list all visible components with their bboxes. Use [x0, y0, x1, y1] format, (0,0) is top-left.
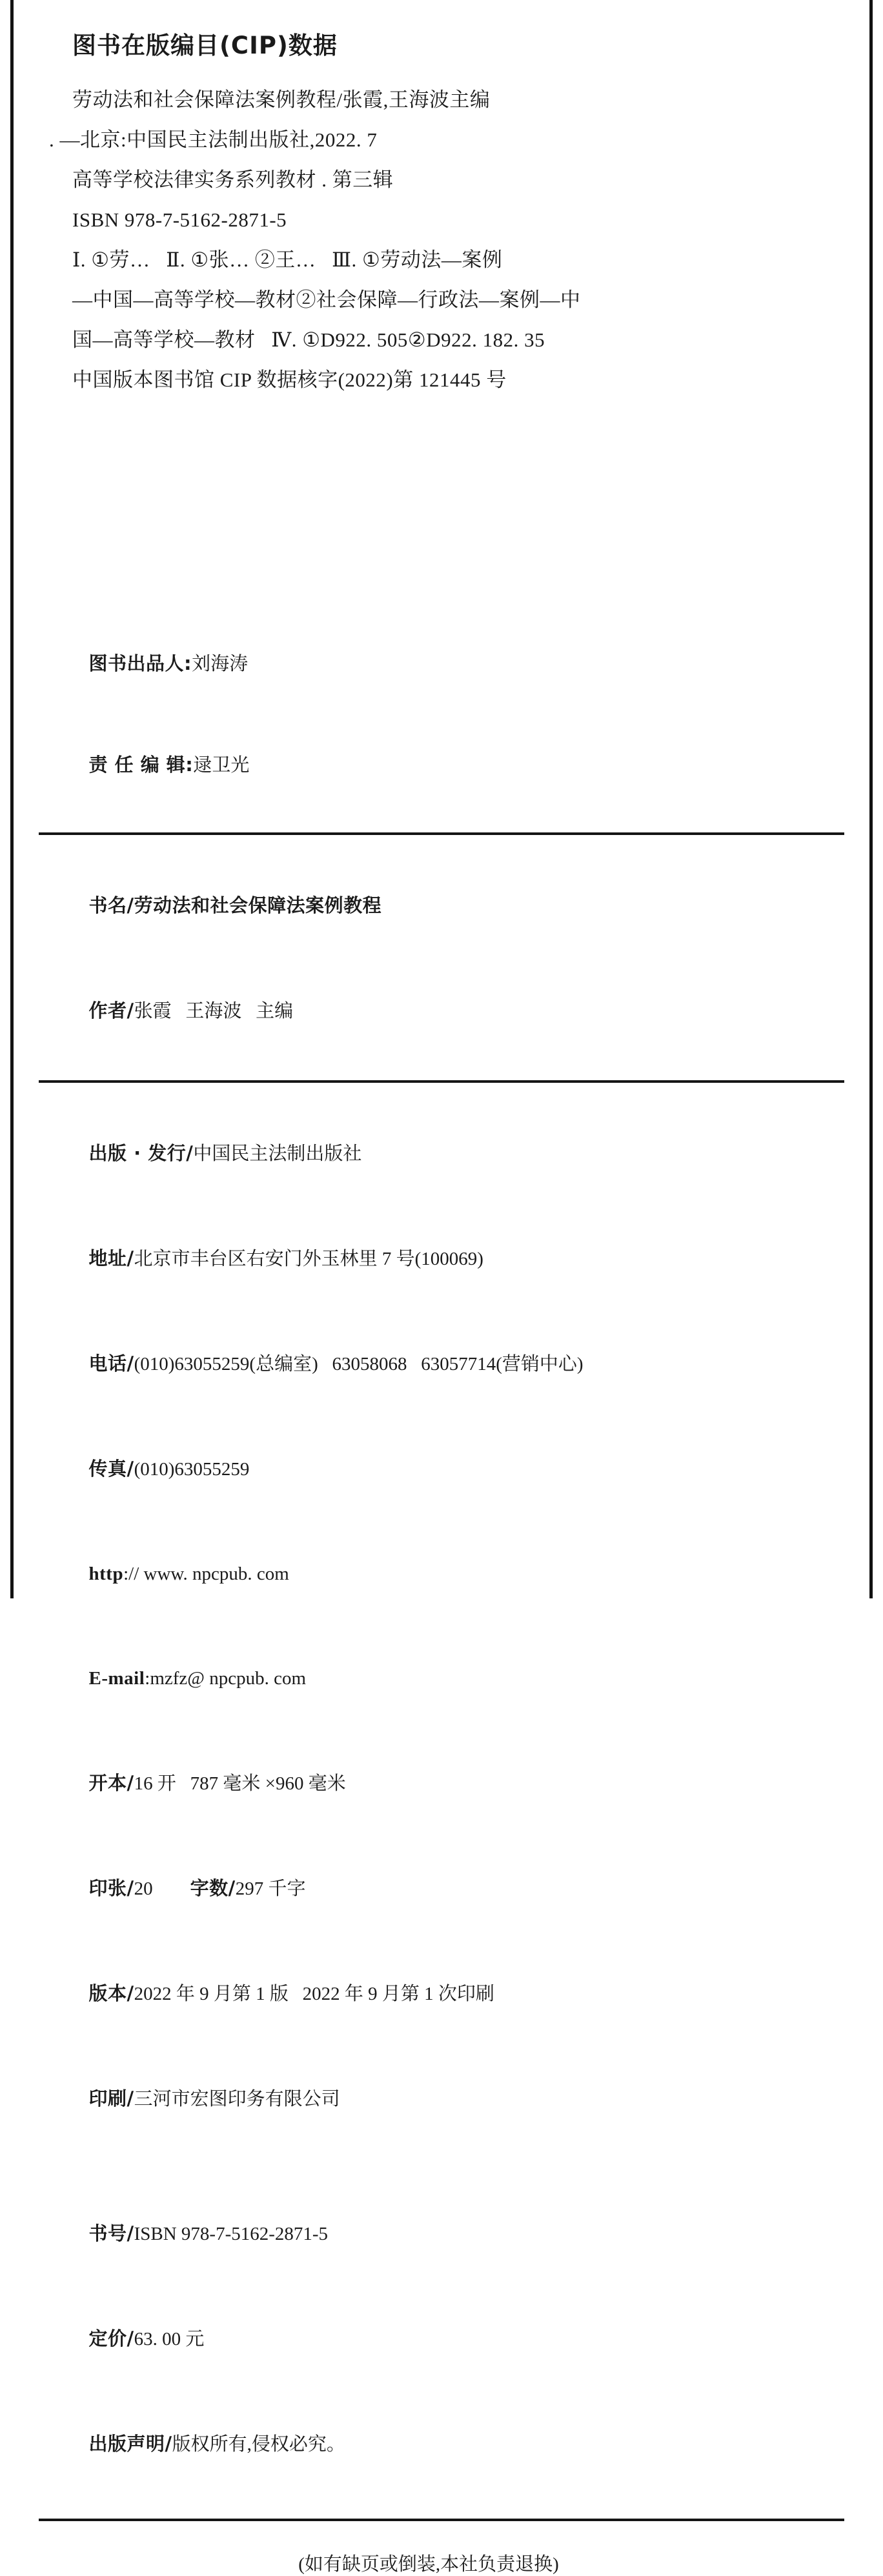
price-row — [61, 2286, 844, 2391]
book-number-value: ISBN 978-7-5162-2871-5 — [134, 2224, 329, 2244]
producer-separator: : — [184, 652, 192, 674]
book-author-value: 张霞 王海波 主编 — [134, 1001, 294, 1021]
copyright-statement-value: 版权所有,侵权必究。 — [172, 2434, 345, 2455]
book-title-separator: / — [127, 894, 134, 916]
price-label: 定价 — [88, 2328, 127, 2350]
cip-line-publisher: . —北京:中国民主法制出版社,2022. 7 — [49, 128, 378, 151]
fax-separator: / — [127, 1458, 134, 1480]
format-value: 16 开 787 毫米 ×960 毫米 — [134, 1773, 346, 1794]
website-separator: : — [123, 1564, 129, 1584]
website-label: http — [88, 1564, 124, 1584]
producer-label: 图书出品人 — [88, 652, 185, 674]
price-separator: / — [127, 2328, 134, 2350]
return-policy-note: (如有缺页或倒装,本社负责退换) — [298, 2554, 559, 2575]
credits-block — [39, 613, 844, 816]
divider-rule-bottom — [39, 2519, 844, 2521]
printer-value: 三河市宏图印务有限公司 — [134, 2089, 340, 2109]
cip-line-isbn: ISBN 978-7-5162-2871-5 — [72, 208, 287, 231]
website-row[interactable] — [61, 1522, 844, 1626]
format-separator: / — [127, 1772, 134, 1794]
book-author-separator: / — [127, 1000, 134, 1021]
fax-row — [61, 1416, 844, 1522]
publisher-separator: / — [186, 1142, 194, 1164]
book-title-row — [61, 853, 844, 958]
copyright-statement-row — [61, 2391, 844, 2497]
email-value: mzfz@ npcpub. com — [150, 1668, 307, 1689]
editor-value: 逯卫光 — [193, 755, 250, 776]
cip-line-classification-1: Ⅰ. ①劳… Ⅱ. ①张… ②王… Ⅲ. ①劳动法—案例 — [72, 248, 503, 271]
book-number-label: 书号 — [88, 2222, 127, 2244]
book-author-row — [61, 958, 844, 1063]
cip-data-block — [39, 0, 844, 400]
pricing-spacer — [61, 2151, 844, 2181]
credit-row-producer — [61, 613, 844, 714]
credit-row-editor — [61, 714, 844, 816]
email-separator: : — [145, 1668, 150, 1689]
cip-line-classification-2: —中国—高等学校—教材②社会保障—行政法—案例—中 — [72, 288, 581, 311]
publisher-label: 出版 · 发行 — [88, 1142, 187, 1164]
edition-label: 版本 — [88, 1982, 127, 2004]
page-left-border — [10, 0, 14, 1598]
wordcount-value: 297 千字 — [235, 1878, 306, 1899]
website-value: // www. npcpub. com — [128, 1564, 289, 1584]
sheets-value: 20 — [134, 1878, 190, 1899]
copyright-statement-label: 出版声明 — [88, 2433, 165, 2455]
edition-row — [61, 1941, 844, 2046]
printer-separator: / — [127, 2088, 134, 2109]
printer-label: 印刷 — [88, 2088, 127, 2109]
book-author-label: 作者 — [88, 1000, 127, 1021]
copyright-page — [39, 0, 844, 2575]
email-row[interactable] — [61, 1626, 844, 1731]
format-label: 开本 — [88, 1772, 127, 1794]
edition-separator: / — [127, 1982, 134, 2004]
phone-value: (010)63055259(总编室) 63058068 63057714(营销中心) — [134, 1354, 584, 1374]
sheets-label: 印张 — [88, 1877, 127, 1899]
title-author-block — [61, 835, 844, 1063]
cip-line-verification-number: 中国版本图书馆 CIP 数据核字(2022)第 121445 号 — [72, 368, 507, 391]
wordcount-separator: / — [228, 1877, 236, 1899]
publication-details-block — [61, 1083, 844, 2497]
page-right-border — [869, 0, 873, 1598]
price-value: 63. 00 元 — [134, 2329, 205, 2350]
edition-value: 2022 年 9 月第 1 版 2022 年 9 月第 1 次印刷 — [134, 1984, 494, 2004]
fax-label: 传真 — [88, 1458, 127, 1480]
book-title-value: 劳动法和社会保障法案例教程 — [134, 894, 382, 916]
email-label: E-mail — [88, 1668, 145, 1689]
phone-label: 电话 — [88, 1353, 127, 1374]
book-number-row — [61, 2181, 844, 2286]
address-label: 地址 — [88, 1247, 127, 1269]
publisher-row — [61, 1101, 844, 1206]
editor-label: 责 任 编 辑 — [88, 754, 186, 776]
fax-value: (010)63055259 — [134, 1459, 250, 1480]
printer-row — [61, 2046, 844, 2151]
cip-line-title: 劳动法和社会保障法案例教程/张霞,王海波主编 — [72, 88, 491, 111]
phone-row — [61, 1311, 844, 1416]
copyright-statement-separator: / — [165, 2433, 172, 2455]
format-row — [61, 1731, 844, 1836]
cip-line-series: 高等学校法律实务系列教材 . 第三辑 — [72, 168, 394, 191]
publisher-value: 中国民主法制出版社 — [193, 1143, 362, 1164]
book-title-label: 书名 — [88, 894, 127, 916]
cip-heading: 图书在版编目(CIP)数据 — [72, 32, 338, 59]
editor-separator: : — [185, 754, 194, 776]
sheets-separator: / — [127, 1877, 134, 1899]
address-value: 北京市丰台区右安门外玉林里 7 号(100069) — [134, 1249, 483, 1269]
wordcount-label: 字数 — [190, 1877, 228, 1899]
address-separator: / — [127, 1247, 134, 1269]
phone-separator: / — [127, 1353, 134, 1374]
cip-line-classification-3: 国—高等学校—教材 Ⅳ. ①D922. 505②D922. 182. 35 — [72, 328, 545, 351]
address-row — [61, 1206, 844, 1311]
producer-value: 刘海涛 — [192, 654, 249, 674]
book-number-separator: / — [127, 2222, 134, 2244]
sheets-wordcount-row — [61, 1836, 844, 1941]
